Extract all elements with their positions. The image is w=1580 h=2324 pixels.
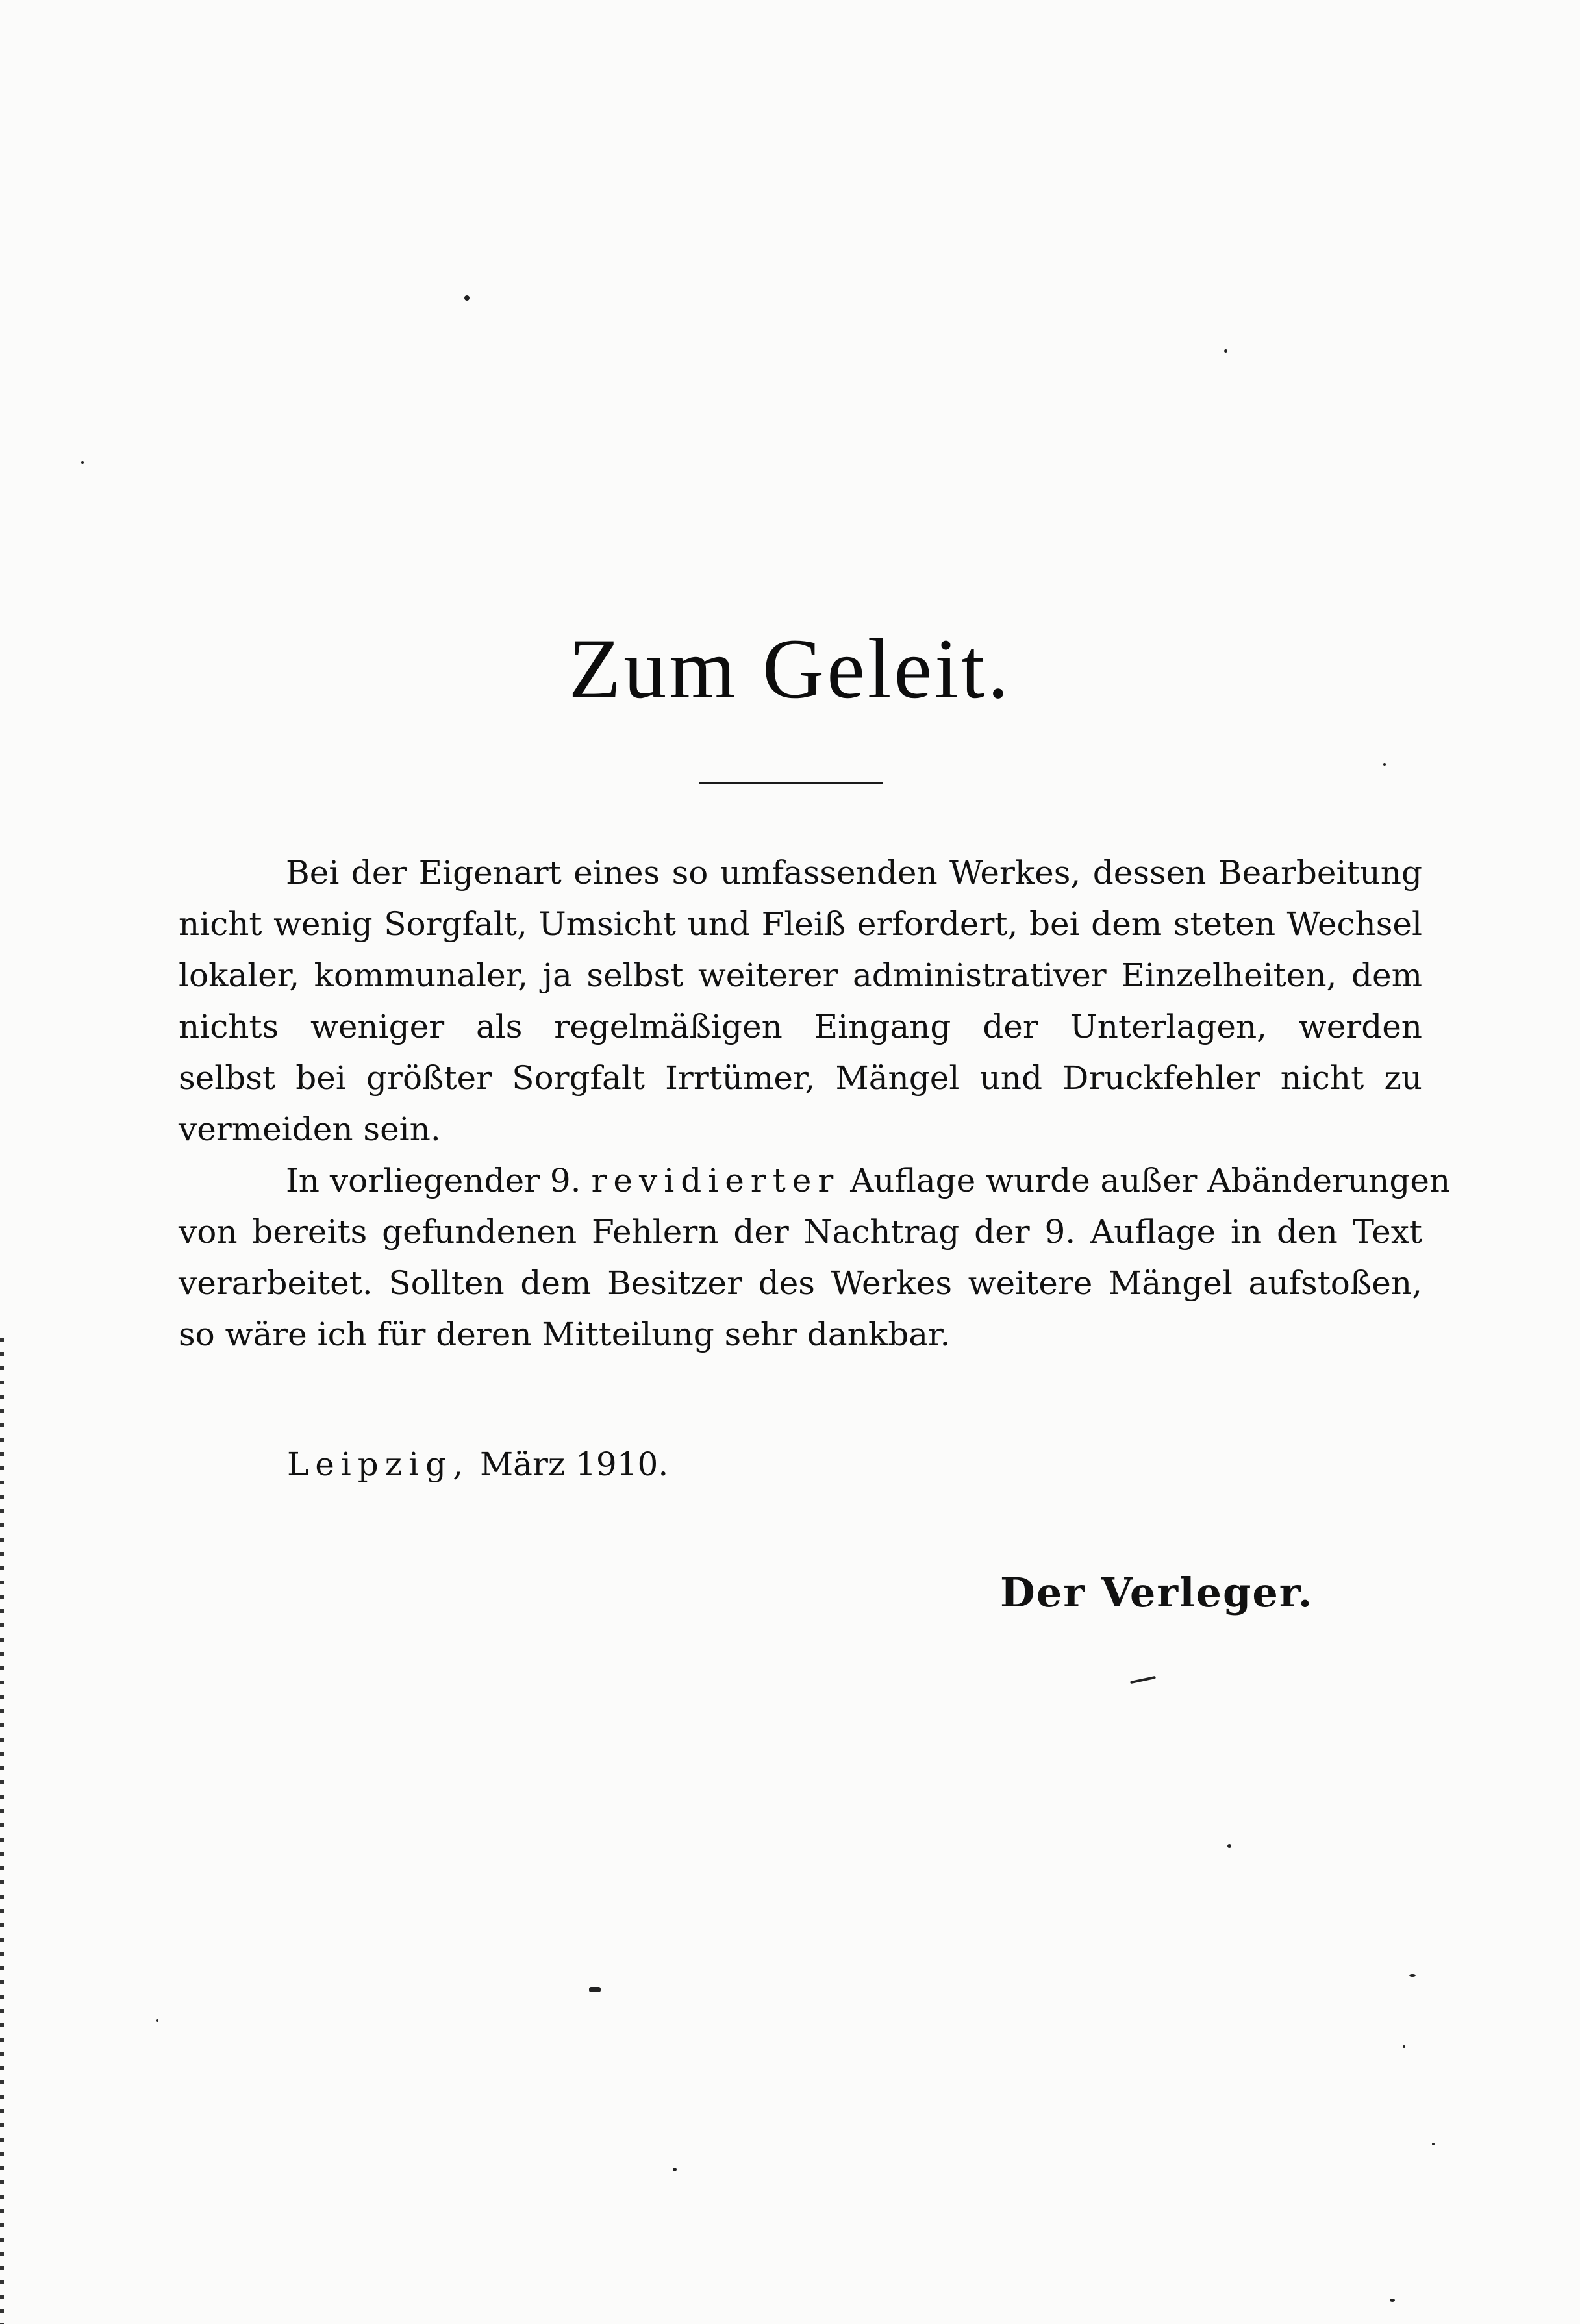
- scan-speck: [1227, 1844, 1231, 1848]
- text-line: Bei der Eigenart eines so umfassenden Werkes, dessen Bearbeitung: [286, 854, 1422, 892]
- place: Leipzig,: [287, 1445, 470, 1483]
- scan-speck: [81, 461, 84, 464]
- text-line: nichts weniger als regelmäßigen Eingang der Unterlagen, werden: [179, 1008, 1422, 1045]
- text-line: von bereits gefundenen Fehlern der Nachtrag der 9. Auflage in den Text: [179, 1213, 1422, 1251]
- text-line: [179, 1155, 1451, 1206]
- scan-speck: [1383, 763, 1386, 766]
- text-fragment: In vorliegender 9.: [286, 1162, 581, 1199]
- scan-speck: [1409, 1974, 1416, 1977]
- scan-speck: [464, 295, 470, 301]
- place-date-line: [287, 1438, 668, 1490]
- scan-speck: [1432, 2143, 1435, 2145]
- scan-speck: [1224, 349, 1227, 353]
- scan-speck: [589, 1987, 601, 1992]
- text-line: so wäre ich für deren Mitteilung sehr dankbar.: [179, 1316, 951, 1353]
- scan-speck: [1390, 2299, 1395, 2302]
- text-line: lokaler, kommunaler, ja selbst weiterer administrativer Einzelheiten, dem: [179, 956, 1422, 994]
- scan-speck: [673, 2168, 677, 2171]
- paragraph-2: [179, 1155, 1451, 1360]
- text-fragment: Auflage wurde außer Abänderungen: [850, 1162, 1451, 1199]
- foreword-body: [179, 847, 1451, 1360]
- page-title: Zum Geleit.: [568, 621, 1012, 716]
- text-line: verarbeitet. Sollten dem Besitzer des Werkes weitere Mängel aufstoßen,: [179, 1264, 1422, 1302]
- text-line: selbst bei größter Sorgfalt Irrtümer, Mängel und Druckfehler nicht zu: [179, 1059, 1422, 1097]
- binding-edge: [0, 1338, 4, 2324]
- emphasized-word: revidierter: [591, 1162, 840, 1199]
- text-line: vermeiden sein.: [179, 1110, 441, 1148]
- scan-speck: [1130, 1676, 1156, 1684]
- scan-speck: [1403, 2045, 1405, 2048]
- text-line: nicht wenig Sorgfalt, Umsicht und Fleiß erfordert, bei dem steten Wechsel: [179, 905, 1422, 943]
- date: März 1910.: [479, 1445, 669, 1483]
- signature: Der Verleger.: [1000, 1569, 1314, 1616]
- scan-speck: [156, 2019, 158, 2022]
- paragraph-1: [179, 847, 1422, 1155]
- title-divider: [699, 782, 883, 784]
